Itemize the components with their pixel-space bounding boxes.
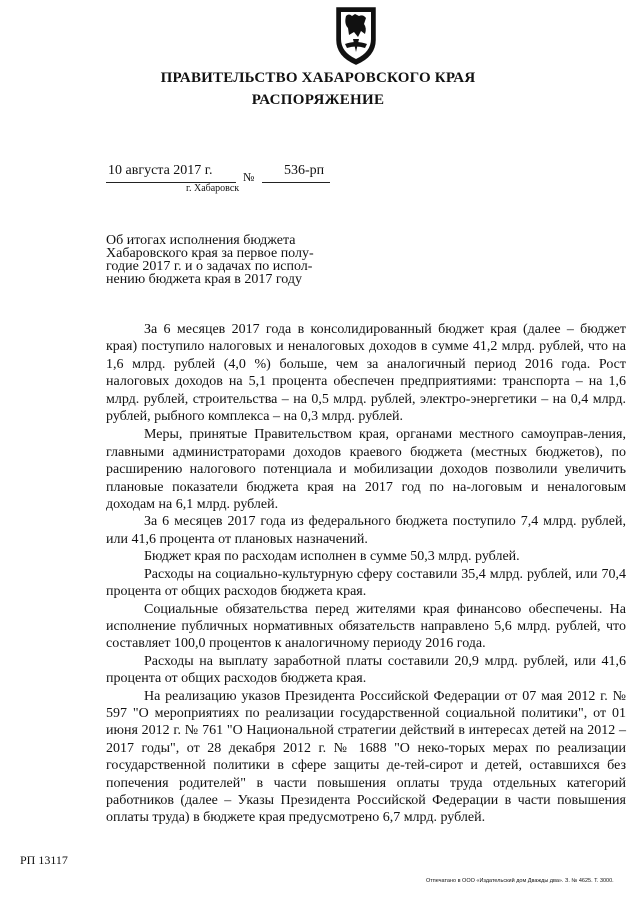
document-subject [106,234,342,286]
document-date: 10 августа 2017 г. [108,163,213,178]
body-paragraph: За 6 месяцев 2017 года из федерального бюджета поступило 7,4 млрд. рублей, или 41,6 процента от плановых назначений. [106,514,626,547]
body-paragraph: Расходы на выплату заработной платы составили 20,9 млрд. рублей, или 41,6 процента от общих расходов бюджета края. [106,653,626,687]
body-paragraph: Меры, принятые Правительством края, органами местного самоуправ-ления, главными администраторами доходов краевого бюджета (местных бюджетов), по расширению налогового потенциала и мобилизации доходов позволили увеличить плановые показатели бюджета края на 2017 год по на-логовым и неналоговым доходам на 6,1 млрд. рублей. [106,427,626,513]
footer-code: РП 13117 [20,853,68,867]
document-body [106,321,626,827]
document-type: РАСПОРЯЖЕНИЕ [251,92,385,108]
body-paragraph: На реализацию указов Президента Российской Федерации от 07 мая 2012 г. № 597 "О мероприятиях по реализации государственной социальной политики", от 01 июня 2012 г. № 761 "О Национальной стратегии действий в интересах детей на 2012 – 2017 годы", от 28 декабря 2012 г. № 1688 "О неко-торых мерах по реализации государственной политики в сфере защиты де-тей-сирот и детей, оставшихся без попечения родителей" в части повышения оплаты труда отдельных категорий работников (далее – Указы Президента Российской Федерации в части повышения оплаты труда) в бюджете края предусмотрено 6,7 млрд. рублей. [106,688,626,826]
subject-line: Об итогах исполнения бюджета [106,233,296,248]
body-paragraph: За 6 месяцев 2017 года в консолидированный бюджет края (далее – бюджет края) поступило налоговых и неналоговых доходов в сумме 41,2 млрд. рублей, что на 1,6 млрд. рублей (4,0 %) больше, чем за аналогичный период 2016 года. Рост налоговых доходов на 5,1 процента обеспечен предприятиями: транспорта – на 1,6 млрд. рублей, строительства – на 0,5 млрд. рублей, электро-энергетики – на 0,4 млрд. рублей, рыбного комплекса – на 0,3 млрд. рублей. [106,322,626,425]
subject-line: годие 2017 г. и о задачах по испол- [106,259,313,274]
body-paragraph: Социальные обязательства перед жителями края финансово обеспечены. На исполнение публичных нормативных обязательств направлено 5,6 млрд. рублей, что составляет 100,0 процентов к аналогичному периоду 2016 года. [106,601,626,652]
subject-line: нению бюджета края в 2017 году [106,272,303,287]
printer-imprint: Отпечатано в ООО «Издательский дом Дважды два». З. № 4625. Т. 3000. [426,878,614,884]
authority-title: ПРАВИТЕЛЬСТВО ХАБАРОВСКОГО КРАЯ [160,70,476,86]
number-sign: № [243,170,255,184]
coat-of-arms-icon [331,4,381,66]
subject-line: Хабаровского края за первое полу- [106,246,314,261]
document-number: 536-рп [284,163,325,178]
body-paragraph: Бюджет края по расходам исполнен в сумме 50,3 млрд. рублей. [144,549,520,565]
number-underline [262,182,330,183]
body-paragraph: Расходы на социально-культурную сферу составили 35,4 млрд. рублей, или 70,4 процента от общих расходов бюджета края. [106,566,626,600]
document-city: г. Хабаровск [186,183,240,194]
